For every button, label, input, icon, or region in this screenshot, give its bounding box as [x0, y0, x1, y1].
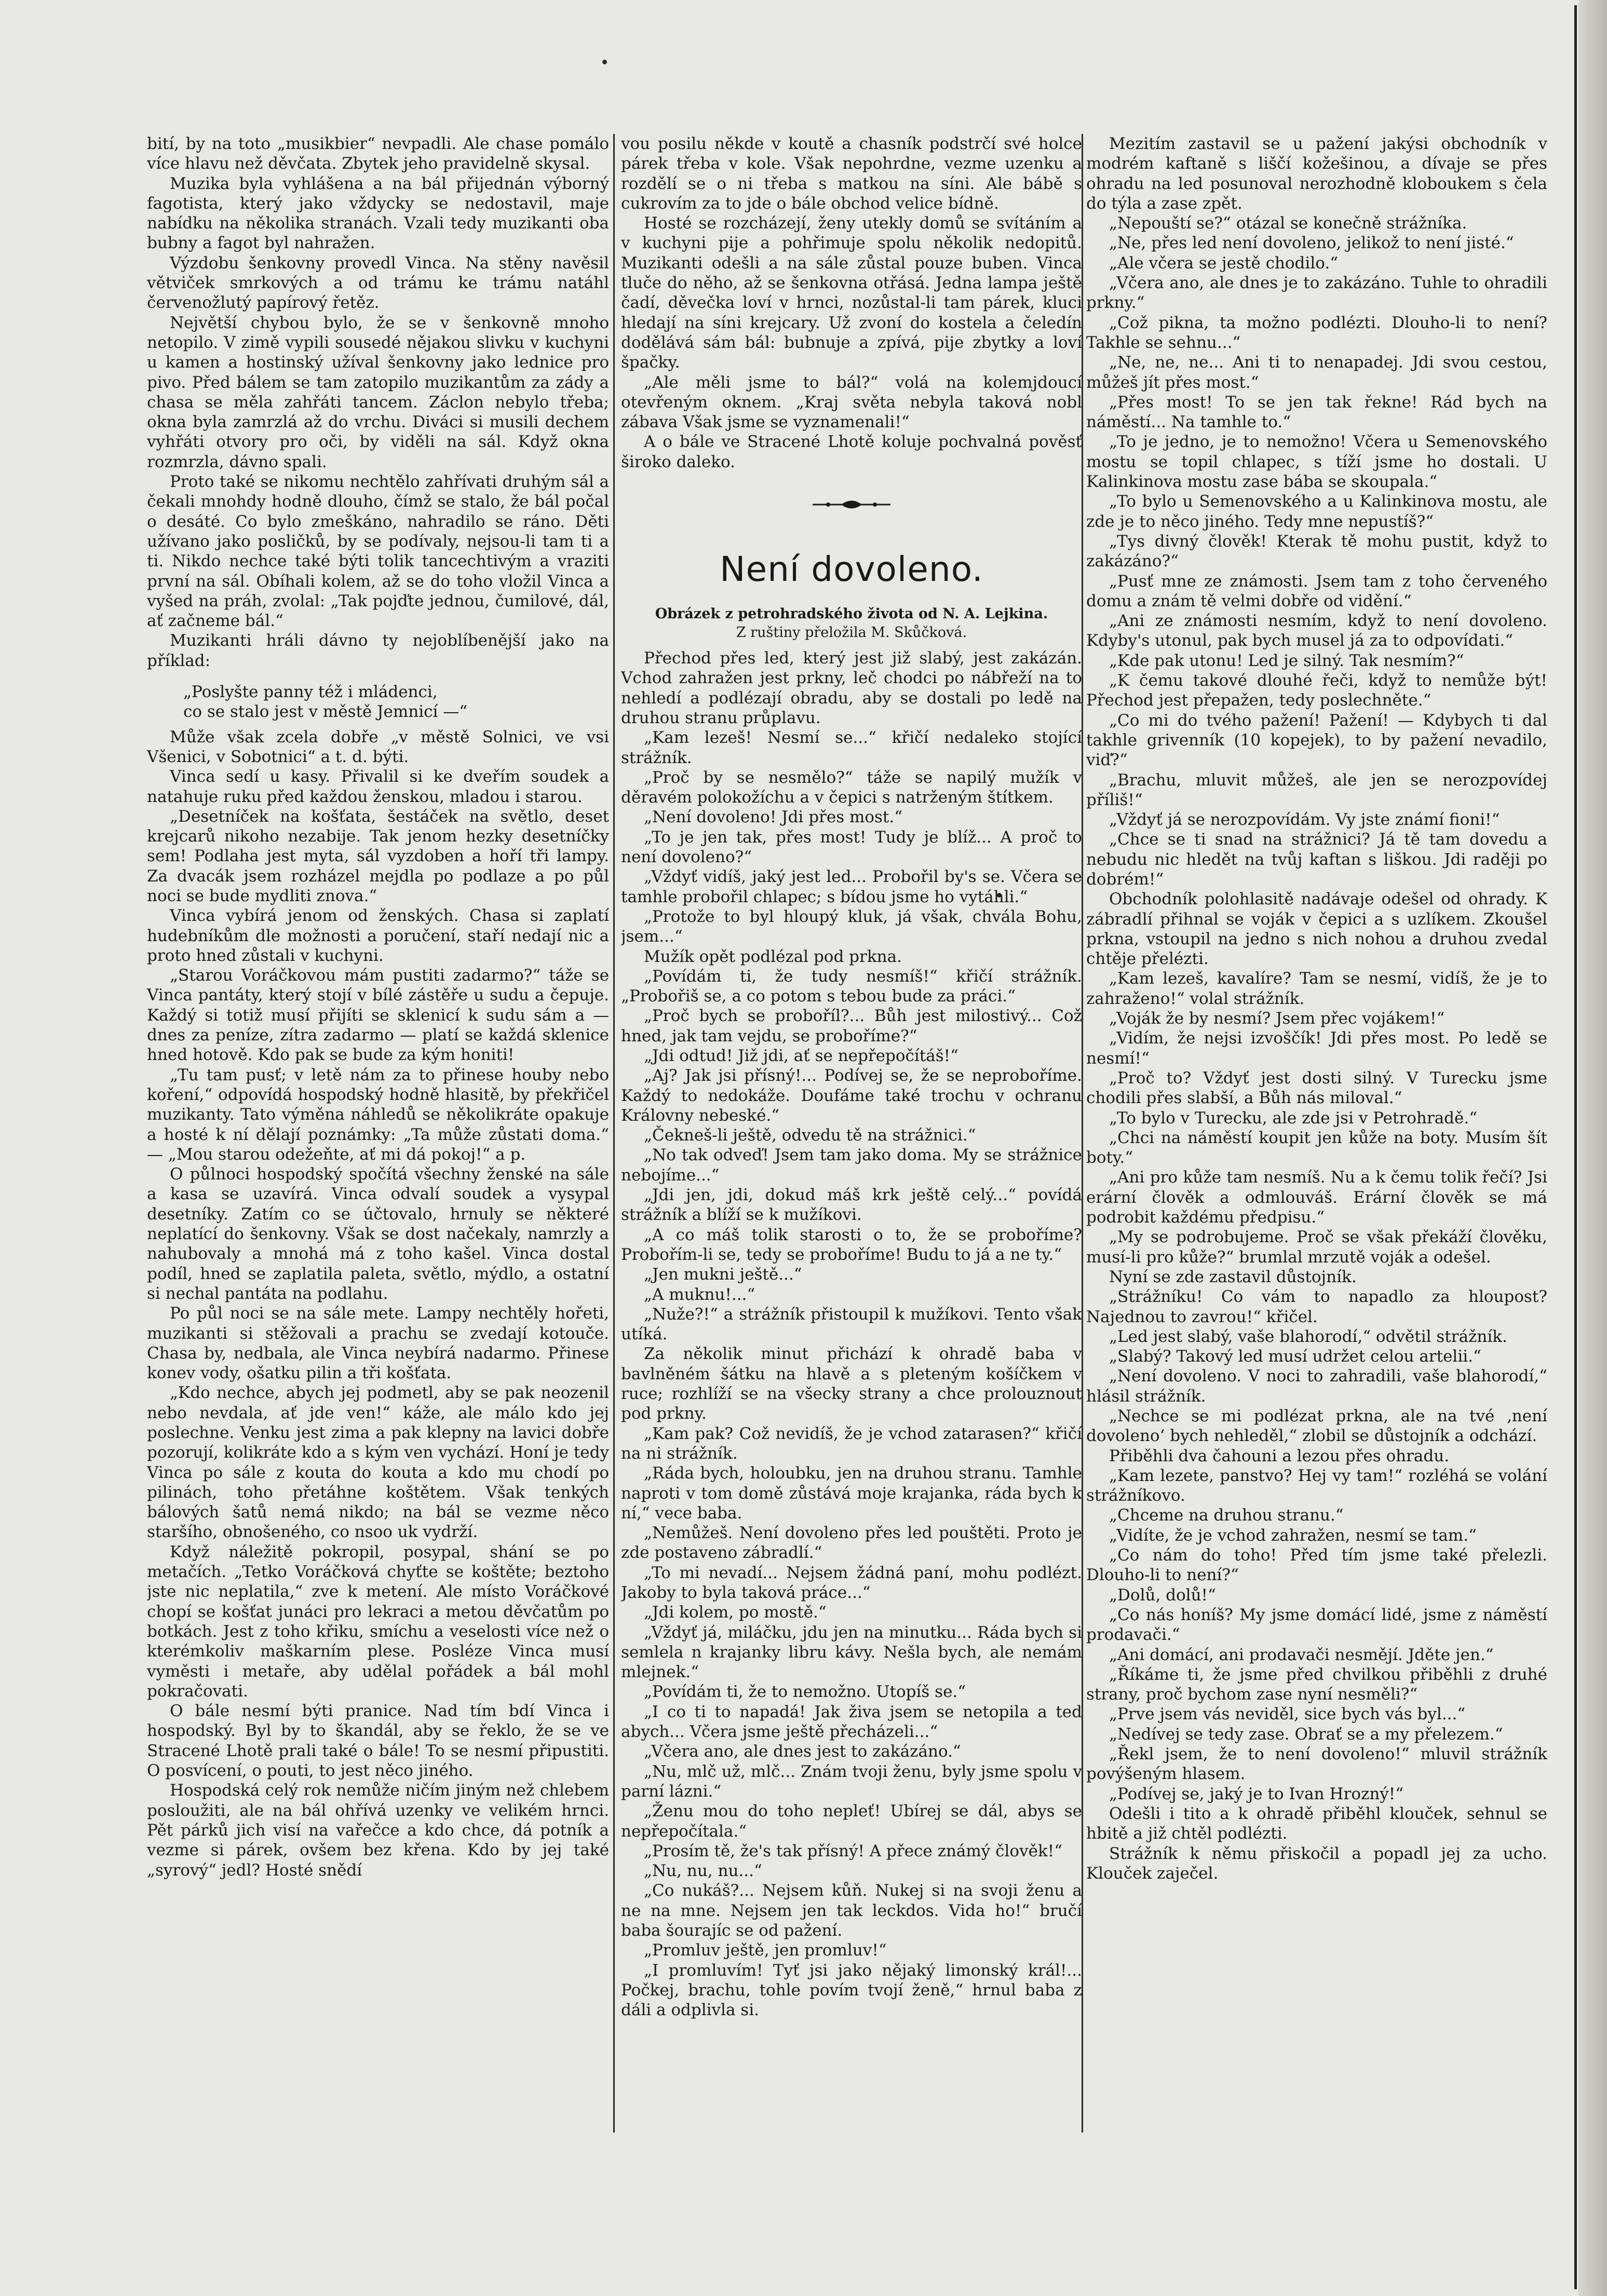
- paragraph: O půlnoci hospodský spočítá všechny ženské na sále a kasa se uzavírá. Vinca odvalí soudek a vysypal desetníky. Zatím co se účtovalo, hrnuly se některé neplatící do šenkovny. Však se dost načekaly, namrzly a nahubovaly a mnohá má z toho kašel. Vinca dostal podíl, hned se zaplatila paleta, světlo, mýdlo, a ostatní si nechal pantáta na podlahu.: [147, 1165, 609, 1303]
- paragraph: Nyní se zde zastavil důstojník.: [1109, 1267, 1357, 1286]
- paragraph: „Což pikna, ta možno podlézti. Dlouho-li to není? Takhle se sehnu...“: [1086, 313, 1547, 352]
- paragraph: „Starou Voráčkovou mám pustiti zadarmo?“ táže se Vinca pantáty, který stojí v bílé zástěře u sudu a čepuje. Každý si totiž musí přijíti se sklenicí k sudu sám a — dnes za peníze, zítra zadarmo — platí se každá sklenice hned hotově. Kdo pak se bude za kým honiti!: [147, 966, 609, 1065]
- story-translator: Z ruštiny přeložila M. Skůčková.: [736, 624, 967, 641]
- paragraph: „Proč by se nesmělo?“ táže se napilý mužík v děravém polokožíchu a v čepici s natrženým štítkem.: [621, 768, 1082, 807]
- paragraph: „Povídám ti, že to nemožno. Utopíš se.“: [644, 1682, 966, 1702]
- paragraph: „Promluv ještě, jen promluv!“: [644, 1941, 887, 1960]
- paragraph: Přechod přes led, který jest již slabý, jest zakázán. Vchod zahražen jest prkny, leč chodci po nábřeží na to nehledí a podlézají obradu, aby se dostali po ledě na druhou stranu průplavu.: [621, 649, 1082, 727]
- paragraph: „Co mi do tvého pažení! Pažení! — Kdybych ti dal takhle grivenník (10 kopejek), to by pažení nevadilo, viď?“: [1086, 711, 1547, 770]
- paragraph: vou posilu někde v koutě a chasník podstrčí své holce párek třeba v kole. Však nepohrdne, vezme uzenku a rozdělí se o ni třeba s matkou na síni. Ale bábě s cukrovím za to jde o bále obchod velice bídně.: [621, 134, 1082, 213]
- paragraph: Strážník k němu přiskočil a popadl jej za ucho. Klouček zaječel.: [1086, 1844, 1547, 1883]
- paragraph: „Včera ano, ale dnes je to zakázáno. Tuhle to ohradili prkny.“: [1086, 274, 1547, 313]
- binding-line: [1574, 5, 1577, 2289]
- paragraph: Hosté se rozcházejí, ženy utekly domů se svítáním a v kuchyni pije a pohřimuje spolu několik nedopitů. Muzikanti odešli a na sále zůstal pouze buben. Vinca tluče do něho, až se šenkovna otřásá. Jedna lampa ještě čadí, děvečka loví v hrnci, nozůstal-li tam párek, kluci hledají na síni krejcary. Už zvoní do kostela a čeledín dodělává sám bál: bubnuje a zpívá, pije zbytky a loví špačky.: [621, 214, 1082, 372]
- paragraph: Výzdobu šenkovny provedl Vinca. Na stěny navěsil větviček smrkových a od trámu ke trámu natáhl červenožlutý papírový řetěz.: [147, 253, 609, 313]
- paragraph: „Prosím tě, že's tak přísný! A přece známý člověk!“: [644, 1841, 1063, 1860]
- paragraph: „Ženu mou do toho nepleť! Ubírej se dál, abys se nepřepočítala.“: [621, 1802, 1082, 1841]
- paragraph: „Chce se ti snad na strážnici? Já tě tam dovedu a nebudu nic hledět na tvůj kaftan s liškou. Jdi raději po dobrém!“: [1086, 830, 1547, 889]
- paragraph: Proto také se nikomu nechtělo zahřívati druhým sál a čekali mnohdy hodně dlouho, čímž se stalo, že bál počal o desáté. Co bylo zmeškáno, nahradilo se ráno. Děti užívano jako posličků, by se podívaly, nejsou-li tam ti a ti. Nikdo nechce také býti tolik tancechtivým a vraziti první na sál. Obíhali kolem, až se do toho vložil Vinca a vyšed na práh, zvolal: „Tak pojďte jednou, čumilové, dál, ať začneme bál.“: [147, 472, 609, 631]
- paragraph: Za několik minut přichází k ohradě baba v bavlněném šátku na hlavě a s pleteným košíčkem v ruce; rozhlíží se na všecky strany a chce prolouznout pod prkny.: [621, 1344, 1082, 1423]
- paragraph: Mužík opět podlézal pod prkna.: [644, 947, 902, 966]
- paragraph: „Kam lezeš! Nesmí se...“ křičí nedaleko stojící strážník.: [621, 728, 1082, 767]
- paragraph: „Čekneš-li ještě, odvedu tě na strážnici.“: [644, 1126, 976, 1145]
- paragraph: „Kde pak utonu! Led je silný. Tak nesmím?“: [1109, 651, 1464, 670]
- paragraph: „No tak odveď! Jsem tam jako doma. My se strážnice nebojíme...“: [621, 1146, 1082, 1185]
- verse-line: „Poslyšte panny též i mládenci,: [183, 683, 438, 702]
- paragraph: „A muknu!...“: [644, 1285, 755, 1304]
- paragraph: „Vidím, že nejsi izvoščík! Jdi přes most. Po ledě se nesmí!“: [1086, 1029, 1547, 1068]
- paragraph: „I co ti to napadá! Jak živa jsem se netopila a teď abych... Včera jsme ještě přecházeli...“: [621, 1702, 1082, 1742]
- paragraph: „Nedívej se tedy zase. Obrať se a my přelezem.“: [1109, 1724, 1503, 1744]
- paragraph: Přiběhli dva čahouni a lezou přes ohradu.: [1109, 1446, 1450, 1465]
- paragraph: „Kam pak? Což nevidíš, že je vchod zatarasen?“ křičí na ni strážník.: [621, 1424, 1082, 1463]
- paragraph: „Ani ze známosti nesmím, když to není dovoleno. Kdyby's utonul, pak bych musel já za to odpovídati.“: [1086, 612, 1547, 650]
- paragraph: Odešli i tito a k ohradě přiběhl klouček, sehnul se hbitě a již chtěl podlézti.: [1086, 1804, 1547, 1843]
- paragraph: Muzika byla vyhlášena a na bál přijednán výborný fagotista, který jako vždycky se nedostavil, maje nabídku na několika stranách. Vzali tedy muzikanti oba bubny a fagot byl nahražen.: [147, 174, 609, 253]
- paragraph: „Jen mukni ještě...“: [644, 1265, 802, 1284]
- paragraph: „Říkáme ti, že jsme před chvilkou přiběhli z druhé strany, proč bychom zase nyní nesměli?“: [1086, 1665, 1547, 1704]
- paragraph: „Led jest slabý, vaše blahorodí,“ odvětil strážník.: [1109, 1327, 1507, 1346]
- paragraph: „Tu tam pusť; v letě nám za to přinese houby nebo koření,“ odpovídá hospodský hodně hlasitě, by překřičel muzikanty. Tato výměna náhledů se několikráte opakuje a hosté k ní dělají poznámky: „Ta může zůstati doma.“ — „Mou starou odežeňte, ať mi dá pokoj!“ a p.: [147, 1065, 609, 1164]
- paragraph: „Tys divný člověk! Kterak tě mohu pustit, když to zakázáno?“: [1086, 532, 1547, 571]
- paragraph: Vinca sedí u kasy. Přivalil si ke dveřím soudek a natahuje ruku před každou ženskou, mladou i starou.: [147, 767, 609, 806]
- paragraph: „Jdi odtud! Již jdi, ať se nepřepočítáš!“: [644, 1046, 958, 1065]
- separator-ornament: [813, 497, 890, 512]
- paragraph: „Ne, přes led není dovoleno, jelikož to není jisté.“: [1109, 234, 1514, 253]
- paragraph: „Nemůžeš. Není dovoleno přes led pouštěti. Proto je zde postaveno zábradlí.“: [621, 1524, 1082, 1563]
- paragraph: „Prve jsem vás neviděl, sice bych vás byl...“: [1109, 1705, 1466, 1724]
- paragraph: „Desetníček na košťata, šestáček na světlo, deset krejcarů nikoho nezabije. Tak jenom hezky desetníčky sem! Podlaha jest myta, sál vyzdoben a hoří tři lampy. Za dvacák jsem rozházel mejdla po podlaze a po půl noci se bude mydliti znova.“: [147, 807, 609, 905]
- paragraph: Po půl noci se na sále mete. Lampy nechtěly hořeti, muzikanti si stěžovali a prachu se zvedají kotouče. Chasa by, nedbala, ale Vinca neybírá nadarmo. Přinese konev vody, ošatku pilin a tři košťata.: [147, 1304, 609, 1383]
- paragraph: „To bylo u Semenovského a u Kalinkinova mostu, ale zde je to něco jiného. Tedy mne nepustíš?“: [1086, 492, 1547, 531]
- paragraph: „Aj? Jak jsi přísný!... Podívej se, že se neproboříme. Každý to nedokáže. Doufáme také trochu v ochranu Královny nebeské.“: [621, 1066, 1082, 1125]
- paragraph: „Ani domácí, ani prodavači nesmějí. Jděte jen.“: [1109, 1645, 1494, 1664]
- paragraph: „A co máš tolik starosti o to, že se proboříme? Probořím-li se, tedy se proboříme! Budu to já a ne ty.“: [621, 1225, 1082, 1264]
- paragraph: „Včera ano, ale dnes jest to zakázáno.“: [644, 1742, 961, 1761]
- paragraph: „Brachu, mluvit můžeš, ale jen se nerozpovídej příliš!“: [1086, 770, 1547, 809]
- paragraph: „Ale včera se jestě chodilo.“: [1109, 253, 1339, 273]
- paragraph: „Nu, nu, nu...“: [644, 1862, 762, 1881]
- paragraph: bití, by na toto „musikbier“ nevpadli. Ale chase pomálo více hlavu než děvčata. Zbytek jeho pravidelně skysal.: [147, 134, 609, 173]
- paragraph: „Vidíte, že je vchod zahražen, nesmí se tam.“: [1109, 1526, 1477, 1545]
- paragraph: „Kam lezete, panstvo? Hej vy tam!“ rozléhá se volání strážníkovo.: [1086, 1466, 1547, 1505]
- paragraph: „Přes most! To se jen tak řekne! Rád bych na náměstí... Na tamhle to.“: [1086, 392, 1547, 432]
- paragraph: „Co nás honíš? My jsme domácí lidé, jsme z náměstí prodavači.“: [1086, 1605, 1547, 1645]
- paragraph: „Nu, mlč už, mlč... Znám tvoji ženu, byly jsme spolu v parní lázni.“: [621, 1762, 1082, 1801]
- paragraph: „To je jen tak, přes most! Tudy je blíž... A proč to není dovoleno?“: [621, 827, 1082, 867]
- paragraph: „Vždyť já, miláčku, jdu jen na minutku... Ráda bych si semlela n krajanky libru kávy. Nešla bych, ale nemám mlejnek.“: [621, 1623, 1082, 1682]
- paragraph: „Není dovoleno. V noci to zahradili, vaše blahorodí,“ hlásil strážník.: [1086, 1367, 1547, 1406]
- verse-line: co se stalo jest v městě Jemnicí —“: [183, 702, 468, 722]
- paragraph: „Nepouští se?“ otázal se konečně strážníka.: [1109, 214, 1467, 233]
- paragraph: „Proč bych se proboříl?... Bůh jest milostivý... Což hned, jak tam vejdu, se proboříme?“: [621, 1007, 1082, 1045]
- paragraph: „Ani pro kůže tam nesmíš. Nu a k čemu tolik řečí? Jsi erární člověk a odmlouváš. Erární člověk se má podrobit každému předpisu.“: [1086, 1168, 1547, 1227]
- paragraph: „My se podrobujeme. Proč se však překáží člověku, musí-li pro kůže?“ brumlal mrzutě voják a odešel.: [1086, 1228, 1547, 1267]
- paragraph: O bále nesmí býti pranice. Nad tím bdí Vinca i hospodský. Byl by to škandál, aby se řeklo, že se ve Stracené Lhotě prali také o bále! To se nesmí připustiti. O posvícení, o pouti, to jest něco jiného.: [147, 1702, 609, 1781]
- paragraph: „Ráda bych, holoubku, jen na druhou stranu. Tamhle naproti v tom domě zůstává moje krajanka, ráda bych k ní,“ vece baba.: [621, 1464, 1082, 1523]
- paragraph: „Povídám ti, že tudy nesmíš!“ křičí strážník. „Probořiš se, a co potom s tebou bude za práci.“: [621, 967, 1082, 1006]
- page-edge: [1578, 0, 1607, 2296]
- paragraph: „Voják že by nesmí? Jsem přec vojákem!“: [1109, 1009, 1445, 1028]
- speck: [602, 60, 607, 64]
- story-title: Není dovoleno.: [720, 549, 983, 590]
- paragraph: „Jdi kolem, po mostě.“: [644, 1603, 827, 1622]
- paragraph: Největší chybou bylo, že se v šenkovně mnoho netopilo. V zimě vypili sousedé nějakou slivku v kuchyni u kamen a hostinský užíval šenkovny jako lednice pro pivo. Před bálem se tam zatopilo muzikantům za zády a chasa se měla zahřáti tancem. Záclon nebylo třeba; okna byla zamrzlá až do vrchu. Diváci si musili dechem vyhřáti otvory pro oči, by viděli na sál. Když okna rozmrzla, dávno spali.: [147, 313, 609, 471]
- paragraph: „Podívej se, jaký je to Ivan Hrozný!“: [1109, 1784, 1404, 1803]
- paragraph: A o bále ve Stracené Lhotě koluje pochvalná pověsť široko daleko.: [621, 432, 1082, 471]
- paragraph: „Ale měli jsme to bál?“ volá na kolemjdoucí otevřeným oknem. „Kraj světa nebyla taková nobl zábava Však jsme se vyznamenali!“: [621, 373, 1082, 432]
- paragraph: „Nuže?!“ a strážník přistoupil k mužíkovi. Tento však utíká.: [621, 1305, 1082, 1344]
- paragraph: „Vždyť vidíš, jaký jest led... Probořil by's se. Včera se tamhle probořil chlapec; s bídou jsme ho vytáhli.“: [621, 867, 1082, 906]
- paragraph: Muzikanti hráli dávno ty nejoblíbenější jako na příklad:: [147, 631, 609, 670]
- paragraph: „Chci na náměstí koupit jen kůže na boty. Musím šít boty.“: [1086, 1128, 1547, 1167]
- paragraph: „Proč to? Vždyť jest dosti silný. V Turecku jsme chodili přes slabší, a Bůh nás miloval.“: [1086, 1068, 1547, 1108]
- paragraph: „I promluvím! Tyť jsi jako nějaký limonský král!... Počkej, brachu, tohle povím tvojí ženě,“ hrnul baba z dáli a odplivla si.: [621, 1961, 1082, 2020]
- paragraph: „Není dovoleno! Jdi přes most.“: [644, 808, 903, 827]
- paragraph: „Řekl jsem, že to není dovoleno!“ mluvil strážník povýšeným hlasem.: [1086, 1745, 1547, 1784]
- paragraph: „To bylo v Turecku, ale zde jsi v Petrohradě.“: [1109, 1108, 1478, 1127]
- paragraph: Může však zcela dobře „v městě Solnici, ve vsi Všenici, v Sobotnici“ a t. d. býti.: [147, 727, 609, 766]
- paragraph: „Slabý? Takový led musí udržet celou artelii.“: [1109, 1347, 1481, 1366]
- paragraph: „Co nám do toho! Před tím jsme také přelezli. Dlouho-li to není?“: [1086, 1546, 1547, 1585]
- paragraph: „Pusť mne ze známosti. Jsem tam z toho červeného domu a znám tě velmi dobře od vidění.“: [1086, 572, 1547, 610]
- paragraph: „To je jedno, je to nemožno! Včera u Semenovského mostu se topil chlapec, s tíží jsme ho dostali. U Kalinkinova mostu zase bába se skoupala.“: [1086, 432, 1547, 492]
- paragraph: „To mi nevadí... Nejsem žádná paní, mohu podlézt. Jakoby to byla taková práce...“: [621, 1563, 1082, 1602]
- paragraph: „Kdo nechce, abych jej podmetl, aby se pak neozenil nebo nevdala, ať jde ven!“ káže, ale málo kdo jej poslechne. Venku jest zima a pak klepny na lavici dobře pozorují, kolikráte kdo a s kým ven vychází. Honí je tedy Vinca po sále z kouta do kouta a kdo mu chodí po pilinách, toho přetáhne koštětem. Však tenkých bálových šatů nemá nikdo; na bál se vezme něco staršího, obnošeného, co nsoo uk vydrží.: [147, 1383, 609, 1542]
- paragraph: Mezitím zastavil se u pažení jakýsi obchodník v modrém kaftaně s liščí kožešinou, a dívaje se přes ohradu na led posunoval nerozhodně kloboukem s čela do týla a zase zpět.: [1086, 134, 1547, 213]
- column-rule: [613, 134, 615, 2132]
- column-2: [621, 134, 1082, 2158]
- paragraph: Když náležitě pokropil, posypal, shání se po metačích. „Tetko Voráčková chyťte se koštěte; beztoho jste nic neplatila,“ zve k metení. Ale místo Voráčkové chopí se košťat junáci pro lekraci a metou děvčatům po botkách. Jest z toho křiku, smíchu a veselosti více než o kterémkoliv maškarním plese. Posléze Vinca musí vyměsti i metaře, aby udělal pořádek a bál mohl pokračovati.: [147, 1542, 609, 1701]
- paragraph: „Chceme na druhou stranu.“: [1109, 1506, 1344, 1525]
- story-subtitle: Obrázek z petrohradského života od N. A. Lejkina.: [655, 606, 1048, 622]
- paragraph: Hospodská celý rok nemůže ničím jiným než chlebem posloužiti, ale na bál ohřívá uzenky ve velikém hrnci. Pět párků jich visí na vařečce a kdo chce, dá potník a vezme si párek, ovšem bez křena. Kdo by jej také „syrový“ jedl? Hosté snědí: [147, 1781, 609, 1880]
- paragraph: Vinca vybírá jenom od ženských. Chasa si zaplatí hudebníkům dle možnosti a poručení, staří nedají nic a proto hned zůstali v kuchyni.: [147, 906, 609, 965]
- paragraph: „Co nukáš?... Nejsem kůň. Nukej si na svoji ženu a ne na mne. Nejsem jen tak leckdos. Vida ho!“ bručí baba šourajíc se od pažení.: [621, 1881, 1082, 1940]
- column-3: [1086, 134, 1547, 2158]
- column-1: [147, 134, 609, 2158]
- paragraph: „Vždyť já se nerozpovídám. Vy jste známí fioni!“: [1109, 810, 1500, 830]
- paragraph: „K čemu takové dlouhé řeči, když to nemůže být! Přechod jest přepažen, tedy poslechněte.“: [1086, 671, 1547, 710]
- paragraph: „Protože to byl hloupý kluk, já však, chvála Bohu, jsem...“: [621, 907, 1082, 946]
- paragraph: „Nechce se mi podlézat prkna, ale na tvé ‚není dovoleno‘ bych nehleděl,“ zlobil se důstojník a odchází.: [1086, 1407, 1547, 1446]
- paragraph: „Dolů, dolů!“: [1109, 1585, 1216, 1605]
- paragraph: „Kam lezeš, kavalíre? Tam se nesmí, vidíš, že je to zahraženo!“ volal strážník.: [1086, 969, 1547, 1008]
- paragraph: „Strážníku! Co vám to napadlo za hloupost? Najednou to zavrou!“ křičel.: [1086, 1287, 1547, 1326]
- paragraph: Obchodník polohlasitě nadávaje odešel od ohrady. K zábradlí přihnal se voják v čepici a s uzlíkem. Zkoušel prkna, vstoupil na jedno s nich nohou a druhou zvedal chtěje přelézti.: [1086, 890, 1547, 969]
- paragraph: „Jdi jen, jdi, dokud máš krk ještě celý...“ povídá strážník a blíží se k mužíkovi.: [621, 1186, 1082, 1225]
- paragraph: „Ne, ne, ne... Ani ti to nenapadej. Jdi svou cestou, můžeš jít přes most.“: [1086, 353, 1547, 392]
